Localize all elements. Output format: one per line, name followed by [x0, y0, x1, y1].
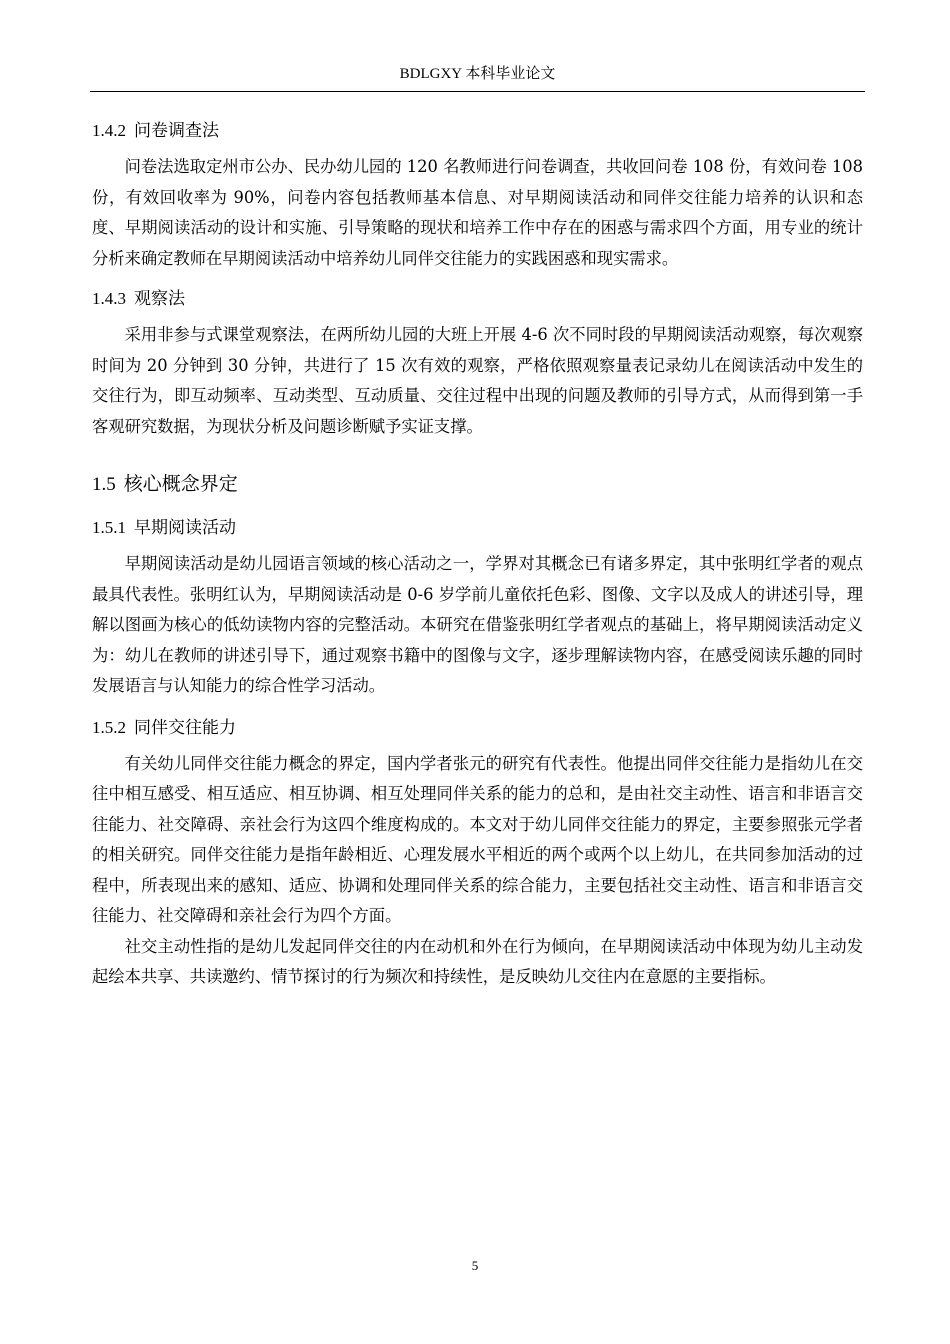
heading-title: 同伴交往能力 [134, 717, 236, 738]
paragraph-social-initiative: 社交主动性指的是幼儿发起同伴交往的内在动机和外在行为倾向，在早期阅读活动中体现为幼儿主动发起绘本共享、共读邀约、情节探讨的行为频次和持续性，是反映幼儿交往内在意愿的主要指标。 [92, 936, 863, 986]
paragraph-observation: 采用非参与式课堂观察法，在两所幼儿园的大班上开展 4-6 次不同时段的早期阅读活动观察，每次观察时间为 20 分钟到 30 分钟，共进行了 15 次有效的观察，严格依照观察量表记录幼儿在阅读活动中发生的交往行为，即互动频率、互动类型、互动质量、交往过程中出现的问题及教师的引导方式，从而得到第一手客观研究数据，为现状分析及问题诊断赋予实证支撑。 [92, 325, 863, 436]
heading-1-4-3 [92, 285, 863, 313]
paragraph-questionnaire: 问卷法选取定州市公办、民办幼儿园的 120 名教师进行问卷调查，共收回问卷 108 份，有效问卷 108 份，有效回收率为 90%，问卷内容包括教师基本信息、对早期阅读活动和同伴交往能力培养的认识和态度、早期阅读活动的设计和实施、引导策略的现状和培养工作中存在的困惑与需求四个方面，用专业的统计分析来确定教师在早期阅读活动中培养幼儿同伴交往能力的实践困惑和现实需求。 [92, 157, 863, 268]
heading-number: 1.5.2 [92, 717, 126, 737]
heading-1-5-1 [92, 514, 863, 542]
heading-1-5 [92, 469, 863, 500]
paragraph-early-reading: 早期阅读活动是幼儿园语言领域的核心活动之一，学界对其概念已有诸多界定，其中张明红学者的观点最具代表性。张明红认为，早期阅读活动是 0-6 岁学前儿童依托色彩、图像、文字以及成人的讲述引导，理解以图画为核心的低幼读物内容的完整活动。本研究在借鉴张明红学者观点的基础上，将早期阅读活动定义为：幼儿在教师的讲述引导下，通过观察书籍中的图像与文字，逐步理解读物内容，在感受阅读乐趣的同时发展语言与认知能力的综合性学习活动。 [92, 554, 863, 695]
heading-1-5-2 [92, 714, 863, 742]
heading-1-4-2 [92, 117, 863, 145]
heading-title: 早期阅读活动 [134, 518, 236, 538]
header-rule [90, 91, 865, 92]
heading-title: 问卷调查法 [134, 121, 219, 141]
heading-number: 1.5 [92, 474, 116, 495]
running-header: BDLGXY 本科毕业论文 [399, 66, 556, 82]
heading-number: 1.4.3 [92, 289, 126, 308]
page-body [92, 110, 863, 993]
heading-number: 1.4.2 [92, 121, 126, 140]
paragraph-peer-interaction: 有关幼儿同伴交往能力概念的界定，国内学者张元的研究有代表性。他提出同伴交往能力是指幼儿在交往中相互感受、相互适应、相互协调、相互处理同伴关系的能力的总和，是由社交主动性、语言和非语言交往能力、社交障碍、亲社会行为这四个维度构成的。本文对于幼儿同伴交往能力的界定，主要参照张元学者的相关研究。同伴交往能力是指年龄相近、心理发展水平相近的两个或两个以上幼儿，在共同参加活动的过程中，所表现出来的感知、适应、协调和处理同伴关系的综合能力，主要包括社交主动性、语言和非语言交往能力、社交障碍和亲社会行为四个方面。 [92, 753, 863, 925]
heading-title: 核心概念界定 [123, 473, 238, 495]
page-number: 5 [471, 1258, 479, 1273]
heading-number: 1.5.1 [92, 518, 126, 537]
heading-title: 观察法 [134, 289, 185, 309]
